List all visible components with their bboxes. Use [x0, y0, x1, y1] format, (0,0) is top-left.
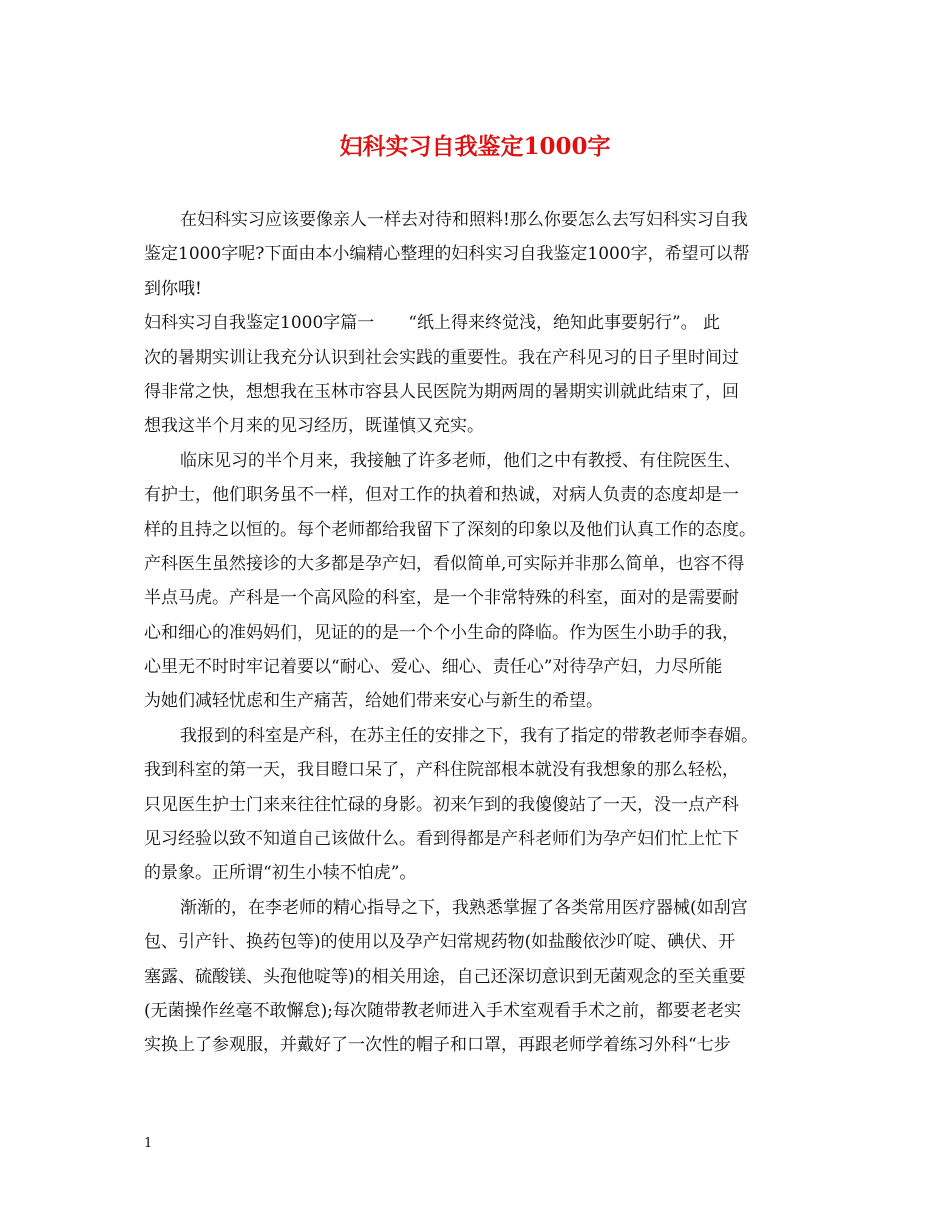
- text-line: 只见医生护士门来来往往忙碌的身影。初来乍到的我傻傻站了一天，没一点产科: [144, 794, 739, 815]
- text-line: 次的暑期实训让我充分认识到社会实践的重要性。我在产科见习的日子里时间过: [144, 347, 739, 368]
- text-line: 渐渐的，在李老师的精心指导之下，我熟悉掌握了各类常用医疗器械(如刮宫: [180, 897, 748, 918]
- text-line: 的景象。正所谓“初生小犊不怕虎”。: [144, 863, 417, 884]
- text-line: 半点马虎。产科是一个高风险的科室，是一个非常特殊的科室，面对的是需要耐: [144, 588, 739, 609]
- text-line: (无菌操作丝毫不敢懈怠);每次随带教老师进入手术室观看手术之前，都要老老实: [144, 1000, 741, 1021]
- text-line: 心和细心的准妈妈们，见证的的是一个个小生命的降临。作为医生小助手的我，: [144, 622, 739, 643]
- text-line: 有护士，他们职务虽不一样，但对工作的执着和热诚，对病人负责的态度却是一: [144, 485, 739, 506]
- page-title: 妇科实习自我鉴定1000字: [339, 133, 611, 160]
- text-line: 样的且持之以恒的。每个老师都给我留下了深刻的印象以及他们认真工作的态度。: [144, 519, 756, 540]
- text-line: 见习经验以致不知道自己该做什么。看到得都是产科老师们为孕产妇们忙上忙下: [144, 829, 739, 850]
- text-line: 我报到的科室是产科，在苏主任的安排之下，我有了指定的带教老师李春媚。: [180, 725, 758, 746]
- text-line: 得非常之快，想想我在玉林市容县人民医院为期两周的暑期实训就此结束了，回: [144, 381, 739, 402]
- text-line: 想我这半个月来的见习经历，既谨慎又充实。: [144, 416, 484, 437]
- text-line: 我到科室的第一天，我目瞪口呆了，产科住院部根本就没有我想象的那么轻松，: [144, 760, 739, 781]
- text-line: 产科医生虽然接诊的大多都是孕产妇，看似简单,可实际并非那么简单，也容不得: [144, 553, 745, 574]
- text-line: 在妇科实习应该要像亲人一样去对待和照料!那么你要怎么去写妇科实习自我: [180, 210, 748, 230]
- text-line: 妇科实习自我鉴定1000字篇一 “纸上得来终觉浅，绝知此事要躬行”。 此: [144, 313, 721, 334]
- text-line: 鉴定1000字呢?下面由本小编精心整理的妇科实习自我鉴定1000字，希望可以帮: [144, 244, 750, 265]
- page-number: 1: [144, 1136, 153, 1151]
- text-line: 心里无不时时牢记着要以“耐心、爱心、细心、责任心”对待孕产妇，力尽所能: [144, 657, 723, 678]
- body-text: [144, 203, 824, 1063]
- text-line: 临床见习的半个月来，我接触了许多老师，他们之中有教授、有住院医生、: [180, 450, 741, 471]
- text-line: 到你哦!: [144, 278, 202, 299]
- text-line: 实换上了参观服，并戴好了一次性的帽子和口罩，再跟老师学着练习外科“七步: [144, 1035, 731, 1056]
- text-line: 为她们减轻忧虑和生产痛苦，给她们带来安心与新生的希望。: [144, 691, 603, 712]
- text-line: 包、引产针、换药包等)的使用以及孕产妇常规药物(如盐酸依沙吖啶、碘伏、开: [144, 932, 736, 953]
- text-line: 塞露、硫酸镁、头孢他啶等)的相关用途，自己还深切意识到无菌观念的至关重要: [144, 966, 746, 987]
